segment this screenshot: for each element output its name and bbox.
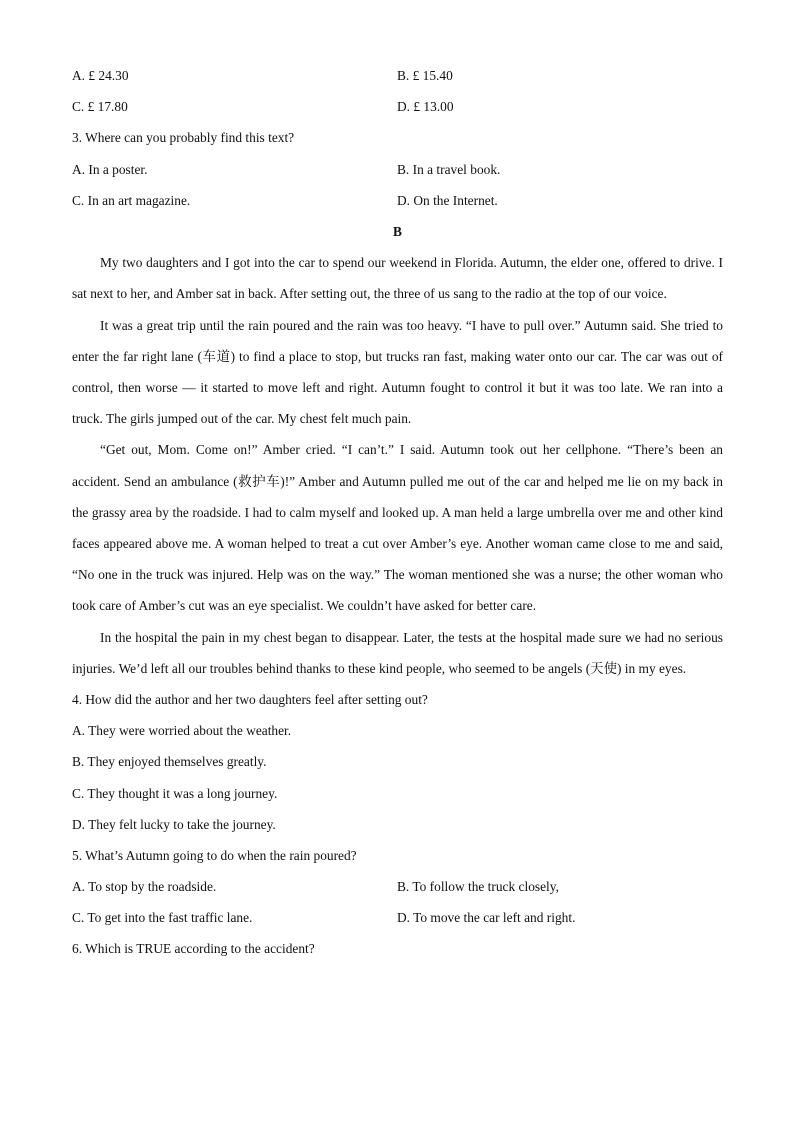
q5-options-row-1	[72, 871, 723, 902]
q4-option-a: A. They were worried about the weather.	[72, 723, 292, 739]
q2-option-d: D. £ 13.00	[397, 99, 454, 115]
q5-option-c: C. To get into the fast traffic lane.	[72, 910, 253, 926]
q4-option-b: B. They enjoyed themselves greatly.	[72, 754, 267, 770]
q2-options-row-2	[72, 91, 723, 122]
q5-option-d: D. To move the car left and right.	[397, 910, 576, 926]
q4-option-c: C. They thought it was a long journey.	[72, 785, 278, 801]
passage-paragraph-3: “Get out, Mom. Come on!” Amber cried. “I can’t.” I said. Autumn took out her cellphone. “There’s been an accident. Send an ambulance (救护车)!” Amber and Autumn pulled me out of the car and helped me lie on my back in the grassy area by the roadside. I had to calm myself and looked up. A man held a large umbrella over me and other kind faces appeared above me. A woman helped to treat a cut over Amber’s eye. Another woman came close to me and said, “No one in the truck was injured. Help was on the way.” The woman mentioned she was a nurse; the other woman who took care of Amber’s cut was an eye specialist. We couldn’t have asked for better care.	[72, 442, 723, 614]
passage-paragraph-2: It was a great trip until the rain poured and the rain was too heavy. “I have to pull over.” Autumn said. She tried to enter the far right lane (车道) to find a place to stop, but trucks ran fast, making water onto our car. The car was out of control, then worse — it started to move left and right. Autumn fought to control it but it was too late. We ran into a truck. The girls jumped out of the car. My chest felt much pain.	[72, 317, 723, 427]
q2-option-a: A. £ 24.30	[72, 68, 129, 83]
passage-title: B	[393, 223, 402, 239]
passage-paragraph-1: My two daughters and I got into the car to spend our weekend in Florida. Autumn, the elder one, offered to drive. I sat next to her, and Amber sat in back. After setting out, the three of us sang to the radio at the top of our voice.	[72, 255, 723, 302]
q3-option-b: B. In a travel book.	[397, 161, 501, 177]
q3-option-a: A. In a poster.	[72, 161, 148, 177]
exam-page	[72, 60, 723, 965]
q2-option-c: C. £ 17.80	[72, 99, 128, 115]
q4-question: 4. How did the author and her two daughters feel after setting out?	[72, 691, 428, 707]
q6-question: 6. Which is TRUE according to the accident?	[72, 941, 315, 957]
q3-question: 3. Where can you probably find this text?	[72, 130, 295, 146]
q3-option-c: C. In an art magazine.	[72, 192, 191, 208]
q5-options-row-2	[72, 902, 723, 933]
q3-option-d: D. On the Internet.	[397, 192, 498, 208]
q2-options-row-1	[72, 60, 723, 91]
q3-options-row-2	[72, 185, 723, 216]
q5-question: 5. What’s Autumn going to do when the rain poured?	[72, 847, 357, 863]
q4-option-d: D. They felt lucky to take the journey.	[72, 816, 276, 832]
q5-option-a: A. To stop by the roadside.	[72, 879, 217, 895]
q2-option-b: B. £ 15.40	[397, 68, 453, 83]
q5-option-b: B. To follow the truck closely,	[397, 879, 559, 895]
passage-paragraph-4: In the hospital the pain in my chest began to disappear. Later, the tests at the hospital made sure we had no serious injuries. We’d left all our troubles behind thanks to these kind people, who seemed to be angels (天使) in my eyes.	[72, 629, 723, 676]
q3-options-row-1	[72, 154, 723, 185]
